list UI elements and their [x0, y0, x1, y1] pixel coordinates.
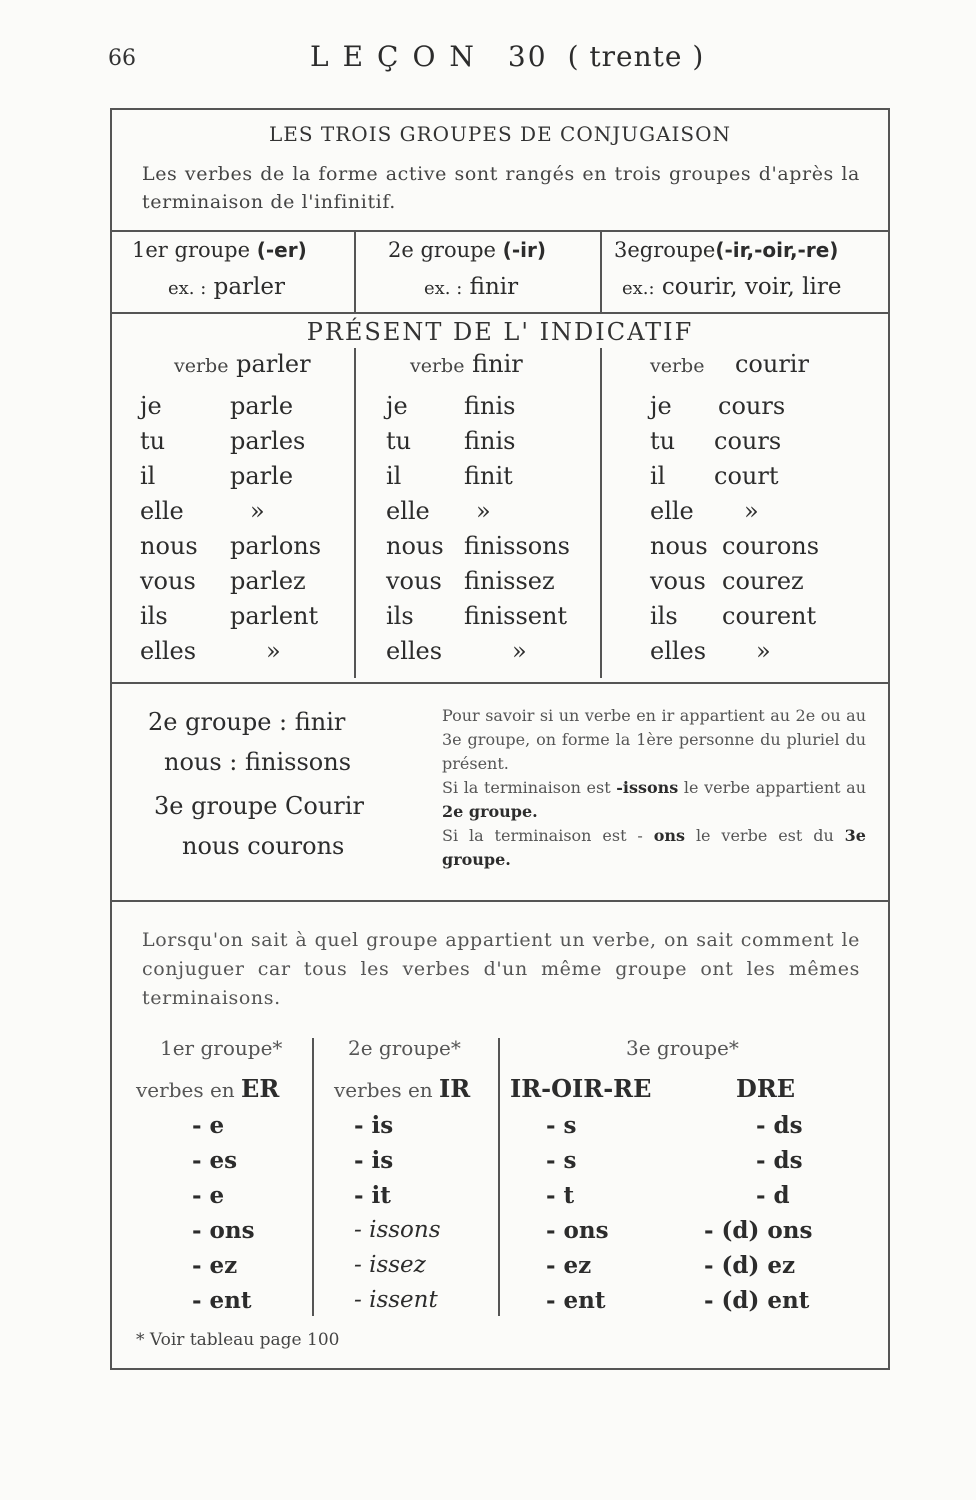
- lesson-title: [310, 40, 704, 73]
- divider: [600, 230, 602, 312]
- endings-subheader: [736, 1074, 795, 1103]
- group-3-label: 3egroupe: [614, 238, 716, 262]
- verb-word: verbe: [650, 355, 705, 377]
- ending: - s: [546, 1147, 577, 1174]
- verb-form: parlent: [230, 602, 319, 630]
- verb-form: courez: [722, 567, 804, 595]
- pronoun: il: [386, 462, 402, 490]
- example-verb: parler: [213, 274, 286, 300]
- verb-infinitive: parler: [236, 350, 311, 378]
- group-2-ending: (-ir): [502, 238, 546, 262]
- example-prefix: ex. :: [424, 278, 463, 299]
- ending: - ez: [192, 1252, 238, 1279]
- section-title: LES TROIS GROUPES DE CONJUGAISON: [268, 122, 732, 146]
- rule-text: le verbe est du: [695, 826, 834, 845]
- ending: - is: [354, 1147, 394, 1174]
- rule-example-line: nous courons: [182, 832, 345, 860]
- pronoun: je: [140, 392, 162, 420]
- ending: - ons: [546, 1217, 609, 1244]
- pronoun: vous: [650, 567, 706, 595]
- ending: - ent: [546, 1287, 606, 1314]
- endings-sub-text: verbes en: [334, 1078, 433, 1102]
- lesson-frame: [110, 108, 890, 1370]
- pronoun: elle: [650, 497, 694, 525]
- verb-form: cours: [714, 427, 782, 455]
- example-prefix: ex. :: [168, 278, 207, 299]
- ending: - ons: [192, 1217, 255, 1244]
- pronoun: vous: [140, 567, 196, 595]
- endings-subheader: [510, 1074, 651, 1103]
- lesson-number-words: ( trente ): [567, 40, 705, 73]
- pronoun: je: [386, 392, 408, 420]
- divider: [112, 682, 888, 684]
- ending: - es: [192, 1147, 238, 1174]
- verb-form: court: [714, 462, 779, 490]
- verb-form: parle: [230, 392, 294, 420]
- rule-example-line: nous : finissons: [164, 748, 352, 776]
- ending: - ent: [192, 1287, 252, 1314]
- group-1-label: 1er groupe: [132, 238, 251, 262]
- ending: - issez: [354, 1252, 426, 1278]
- example-prefix: ex.:: [622, 278, 655, 299]
- group-2-label: 2e groupe: [388, 238, 496, 262]
- intro-paragraph: Les verbes de la forme active sont rangés en trois groupes d'après la terminaison de l'infinitif.: [142, 163, 860, 213]
- ending: - issons: [354, 1217, 441, 1243]
- rule-text: Si la terminaison est: [442, 778, 611, 797]
- verb-form: »: [476, 497, 491, 525]
- group-3-example: [622, 274, 842, 300]
- footnote: * Voir tableau page 100: [136, 1330, 340, 1350]
- group-1-example: [168, 274, 285, 300]
- pronoun: elle: [386, 497, 430, 525]
- rule-example-line: 2e groupe : finir: [148, 708, 346, 736]
- verb-form: »: [756, 637, 771, 665]
- verb-form: finissons: [464, 532, 570, 560]
- verb-form: finis: [464, 427, 516, 455]
- pronoun: nous: [386, 532, 444, 560]
- verb-header: [650, 350, 809, 378]
- group-3-ending: (-ir,-oir,-re): [715, 238, 839, 262]
- rule-paragraph: [442, 824, 866, 872]
- group-2-example: [424, 274, 518, 300]
- page-number: 66: [108, 46, 136, 71]
- pronoun: il: [140, 462, 156, 490]
- endings-sub-bold: IR: [439, 1074, 471, 1103]
- pronoun: nous: [650, 532, 708, 560]
- endings-sub-bold: IR-OIR-RE: [510, 1074, 652, 1103]
- verb-form: »: [250, 497, 265, 525]
- ending: - ds: [756, 1112, 803, 1139]
- verb-form: »: [744, 497, 759, 525]
- group-2-cell: [388, 238, 546, 300]
- pronoun: il: [650, 462, 666, 490]
- rule-text: Si la terminaison est -: [442, 826, 643, 845]
- divider: [112, 900, 888, 902]
- example-verb: courir, voir, lire: [661, 274, 842, 300]
- verb-form: parlons: [230, 532, 322, 560]
- verb-form: courent: [722, 602, 817, 630]
- pronoun: elles: [386, 637, 443, 665]
- example-verb: finir: [469, 274, 519, 300]
- verb-infinitive: finir: [472, 350, 523, 378]
- pronoun: tu: [140, 427, 166, 455]
- ending: - s: [546, 1112, 577, 1139]
- ending: - is: [354, 1112, 394, 1139]
- endings-header: 1er groupe*: [160, 1036, 283, 1060]
- page-header: [0, 40, 976, 80]
- divider: [312, 1038, 314, 1316]
- group-3-cell: [614, 238, 842, 300]
- verb-infinitive: courir: [734, 350, 809, 378]
- verb-form: courons: [722, 532, 820, 560]
- rule-explanation: [442, 704, 866, 872]
- rule-paragraph: [442, 776, 866, 824]
- present-title: PRÉSENT DE L' INDICATIF: [306, 318, 694, 346]
- pronoun: tu: [650, 427, 676, 455]
- endings-subheader: [334, 1074, 470, 1103]
- rule-example-line: 3e groupe Courir: [154, 792, 364, 820]
- verb-form: finis: [464, 392, 516, 420]
- ending: - d: [756, 1182, 790, 1209]
- ending: - e: [192, 1112, 225, 1139]
- pronoun: elles: [140, 637, 197, 665]
- rule-text: le verbe appartient au: [683, 778, 867, 797]
- verb-word: verbe: [410, 355, 465, 377]
- pronoun: ils: [386, 602, 414, 630]
- endings-subheader: [136, 1074, 279, 1103]
- rule-paragraph: Pour savoir si un verbe en ir appartient au 2e ou au 3e groupe, on forme la 1ère personne du pluriel du présent.: [442, 706, 866, 773]
- pronoun: vous: [386, 567, 442, 595]
- verb-form: cours: [718, 392, 786, 420]
- endings-header: 3e groupe*: [626, 1036, 739, 1060]
- endings-intro: Lorsqu'on sait à quel groupe appartient un verbe, on sait comment le conjuguer car tous les verbes d'un même groupe ont les mêmes terminaisons.: [142, 929, 860, 1009]
- divider: [112, 230, 888, 232]
- ending: - (d) ons: [704, 1217, 813, 1244]
- pronoun: elle: [140, 497, 184, 525]
- lesson-word: LEÇON: [310, 40, 488, 73]
- verb-form: parle: [230, 462, 294, 490]
- group-1-cell: [132, 238, 307, 300]
- verb-form: finissent: [464, 602, 568, 630]
- verb-form: finissez: [464, 567, 555, 595]
- endings-sub-text: verbes en: [136, 1078, 235, 1102]
- verb-header: [174, 350, 311, 378]
- rule-ending: ons: [653, 826, 686, 845]
- rule-group: 2e groupe.: [442, 802, 538, 821]
- ending: - e: [192, 1182, 225, 1209]
- divider: [498, 1038, 500, 1316]
- ending: - (d) ez: [704, 1252, 796, 1279]
- ending: - (d) ent: [704, 1287, 810, 1314]
- ending: - ez: [546, 1252, 592, 1279]
- endings-sub-bold: ER: [241, 1074, 280, 1103]
- verb-form: finit: [464, 462, 513, 490]
- pronoun: nous: [140, 532, 198, 560]
- ending: - t: [546, 1182, 575, 1209]
- pronoun: ils: [650, 602, 678, 630]
- verb-form: parles: [230, 427, 306, 455]
- divider: [112, 312, 888, 314]
- rule-group: 3e groupe.: [442, 826, 866, 869]
- divider: [354, 230, 356, 312]
- rule-ending: -issons: [616, 778, 679, 797]
- pronoun: ils: [140, 602, 168, 630]
- verb-form: parlez: [230, 567, 306, 595]
- lesson-number: 30: [507, 40, 548, 73]
- group-1-ending: (-er): [256, 238, 307, 262]
- divider: [600, 348, 602, 678]
- ending: - issent: [354, 1287, 438, 1313]
- verb-form: »: [266, 637, 281, 665]
- endings-header: 2e groupe*: [348, 1036, 461, 1060]
- ending: - it: [354, 1182, 391, 1209]
- pronoun: elles: [650, 637, 707, 665]
- pronoun: tu: [386, 427, 412, 455]
- verb-header: [410, 350, 523, 378]
- pronoun: je: [650, 392, 672, 420]
- verb-form: »: [512, 637, 527, 665]
- endings-sub-bold: DRE: [736, 1074, 796, 1103]
- ending: - ds: [756, 1147, 803, 1174]
- verb-word: verbe: [174, 355, 229, 377]
- divider: [354, 348, 356, 678]
